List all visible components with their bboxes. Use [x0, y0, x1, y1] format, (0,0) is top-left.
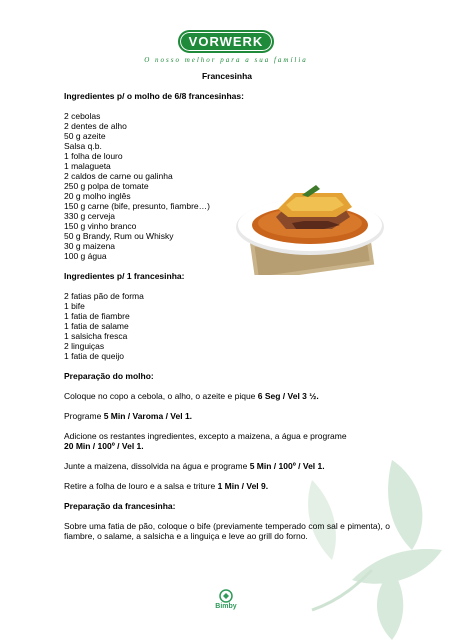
header	[0, 30, 452, 53]
ingredient-item: 30 g maizena	[64, 241, 116, 251]
step-4-setting: 5 Min / 100º / Vel 1.	[249, 461, 325, 471]
recipe-title: Francesinha	[201, 71, 253, 81]
ingredient-item: 50 g azeite	[64, 131, 106, 141]
ingredient-item: 1 bife	[64, 301, 85, 311]
step-5-text: Retire a folha de louro e a salsa e triture	[64, 481, 218, 491]
ingredient-item: 1 salsicha fresca	[64, 331, 128, 341]
step-2-text: Programe	[64, 411, 104, 421]
sauce-ingredients-heading: Ingredientes p/ o molho de 6/8 francesinhas:	[64, 91, 244, 101]
sauce-ingredients-list	[64, 111, 390, 261]
ingredient-item: Salsa q.b.	[64, 141, 102, 151]
sandwich-ingredients-list	[64, 291, 390, 361]
step-6: Sobre uma fatia de pão, coloque o bife (previamente temperado com sal e pimenta), o fiambre, o salame, a salsicha e a linguiça e leve ao grill do forno.	[64, 521, 390, 541]
tagline: O nosso melhor para a sua família	[144, 56, 308, 64]
step-1-text: Coloque no copo a cebola, o alho, o azeite e pique	[64, 391, 258, 401]
ingredient-item: 2 linguiças	[64, 341, 105, 351]
ingredient-item: 1 fatia de salame	[64, 321, 129, 331]
step-4	[64, 461, 390, 471]
step-3-text: Adicione os restantes ingredientes, excepto a maizena, a água e programe	[64, 431, 347, 441]
ingredient-item: 20 g molho inglês	[64, 191, 131, 201]
step-3-setting: 20 Min / 100º / Vel 1.	[64, 441, 144, 451]
ingredient-item: 2 dentes de alho	[64, 121, 127, 131]
sandwich-ingredients-heading: Ingredientes p/ 1 francesinha:	[64, 271, 185, 281]
step-4-text: Junte a maizena, dissolvida na água e programe	[64, 461, 250, 471]
vorwerk-logo: VORWERK	[178, 30, 275, 53]
ingredient-item: 100 g água	[64, 251, 107, 261]
ingredient-item: 330 g cerveja	[64, 211, 116, 221]
ingredient-item: 2 caldos de carne ou galinha	[64, 171, 173, 181]
bimby-brand: Bimby	[215, 603, 237, 610]
step-1-setting: 6 Seg / Vel 3 ½.	[257, 391, 319, 401]
step-2-setting: 5 Min / Varoma / Vel 1.	[103, 411, 193, 421]
ingredient-item: 1 fatia de queijo	[64, 351, 125, 361]
sauce-preparation-heading: Preparação do molho:	[64, 371, 154, 381]
bimby-logo-icon	[218, 589, 234, 603]
ingredient-item: 150 g vinho branco	[64, 221, 137, 231]
recipe-content	[64, 71, 390, 551]
ingredient-item: 150 g carne (bife, presunto, fiambre…)	[64, 201, 210, 211]
step-5	[64, 481, 390, 491]
ingredient-item: 2 fatias pão de forma	[64, 291, 144, 301]
ingredient-item: 50 g Brandy, Rum ou Whisky	[64, 231, 174, 241]
step-5-setting: 1 Min / Vel 9.	[217, 481, 269, 491]
step-3	[64, 431, 390, 451]
ingredient-item: 1 malagueta	[64, 161, 111, 171]
sandwich-preparation-heading: Preparação da francesinha:	[64, 501, 176, 511]
step-1	[64, 391, 390, 401]
ingredient-item: 250 g polpa de tomate	[64, 181, 149, 191]
ingredient-item: 1 fatia de fiambre	[64, 311, 130, 321]
ingredient-item: 2 cebolas	[64, 111, 101, 121]
ingredient-item: 1 folha de louro	[64, 151, 123, 161]
step-2	[64, 411, 390, 421]
